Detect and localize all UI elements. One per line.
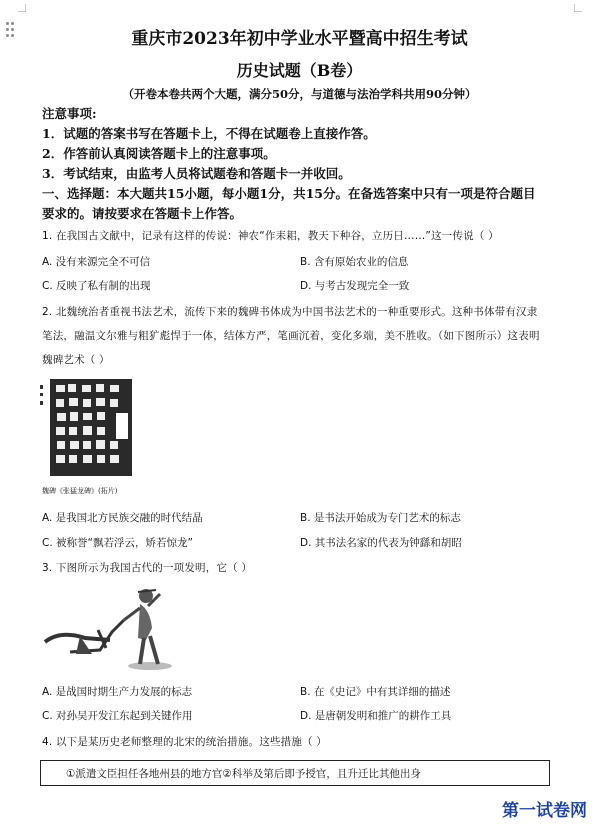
option-a: A. 是战国时期生产力发展的标志 bbox=[42, 686, 193, 698]
option-d: D. 其书法名家的代表为钟繇和胡昭 bbox=[300, 537, 462, 549]
section-heading: 要求的。请按要求在答题卡上作答。 bbox=[42, 206, 243, 221]
option-a: A. 是我国北方民族交融的时代结晶 bbox=[42, 512, 203, 524]
image-caption: 魏碑《张猛龙碑》(拓片) bbox=[42, 487, 118, 495]
question-stem: 魏碑艺术（ ） bbox=[42, 354, 110, 366]
corner-mark-icon bbox=[574, 4, 582, 12]
corner-mark-icon bbox=[18, 4, 26, 12]
option-c: C. 被称誉“飘若浮云，矫若惊龙” bbox=[42, 537, 193, 549]
option-c: C. 反映了私有制的出现 bbox=[42, 280, 151, 292]
watermark-logo: 第一试卷网 bbox=[502, 801, 587, 821]
notes-item: 1．试题的答案书写在答题卡上，不得在试题卷上直接作答。 bbox=[42, 126, 376, 141]
question-stem: 4. 以下是某历史老师整理的北宋的统治措施。这些措施（ ） bbox=[42, 736, 327, 748]
section-heading: 一、选择题：本大题共15小题，每小题1分，共15分。在备选答案中只有一项是符合题目 bbox=[42, 186, 536, 201]
exam-subtitle: 历史试题（B卷） bbox=[236, 61, 363, 80]
option-b: B. 含有原始农业的信息 bbox=[300, 256, 409, 268]
question-stem: 1. 在我国古文献中，记录有这样的传说：神农“作耒耜，教天下种谷，立历日……”这一传说（ ） bbox=[42, 230, 499, 242]
stele-rubbing-image bbox=[38, 375, 134, 480]
option-b: B. 是书法开始成为专门艺术的标志 bbox=[300, 512, 461, 524]
option-d: D. 与考古发现完全一致 bbox=[300, 280, 410, 292]
plough-illustration-image bbox=[40, 580, 190, 672]
exam-info: （开卷本卷共两个大题，满分50分，与道德与法治学科共用90分钟） bbox=[122, 87, 477, 101]
option-d: D. 是唐朝发明和推广的耕作工具 bbox=[300, 710, 452, 722]
question-stem: 2. 北魏统治者重视书法艺术，流传下来的魏碑书体成为中国书法艺术的一种重要形式。这种书体带有汉隶 bbox=[42, 306, 538, 318]
option-b: B. 在《史记》中有其详细的描述 bbox=[300, 686, 451, 698]
option-c: C. 对孙吴开发江东起到关键作用 bbox=[42, 710, 193, 722]
notes-heading: 注意事项: bbox=[42, 106, 97, 121]
question-stem: 3. 下图所示为我国古代的一项发明，它（ ） bbox=[42, 562, 253, 574]
measures-text: ①派遣文臣担任各地州县的地方官②科举及第后即予授官，且升迁比其他出身 bbox=[66, 768, 421, 780]
notes-item: 3．考试结束，由监考人员将试题卷和答题卡一并收回。 bbox=[42, 166, 351, 181]
question-stem: 笔法，融温文尔雅与粗犷彪悍于一体，结体方严，笔画沉着，变化多端，美不胜收。（如下图所示）这表明 bbox=[42, 330, 540, 342]
option-a: A. 没有来源完全不可信 bbox=[42, 256, 151, 268]
notes-item: 2．作答前认真阅读答题卡上的注意事项。 bbox=[42, 146, 276, 161]
exam-title: 重庆市2023年初中学业水平暨高中招生考试 bbox=[131, 29, 468, 49]
